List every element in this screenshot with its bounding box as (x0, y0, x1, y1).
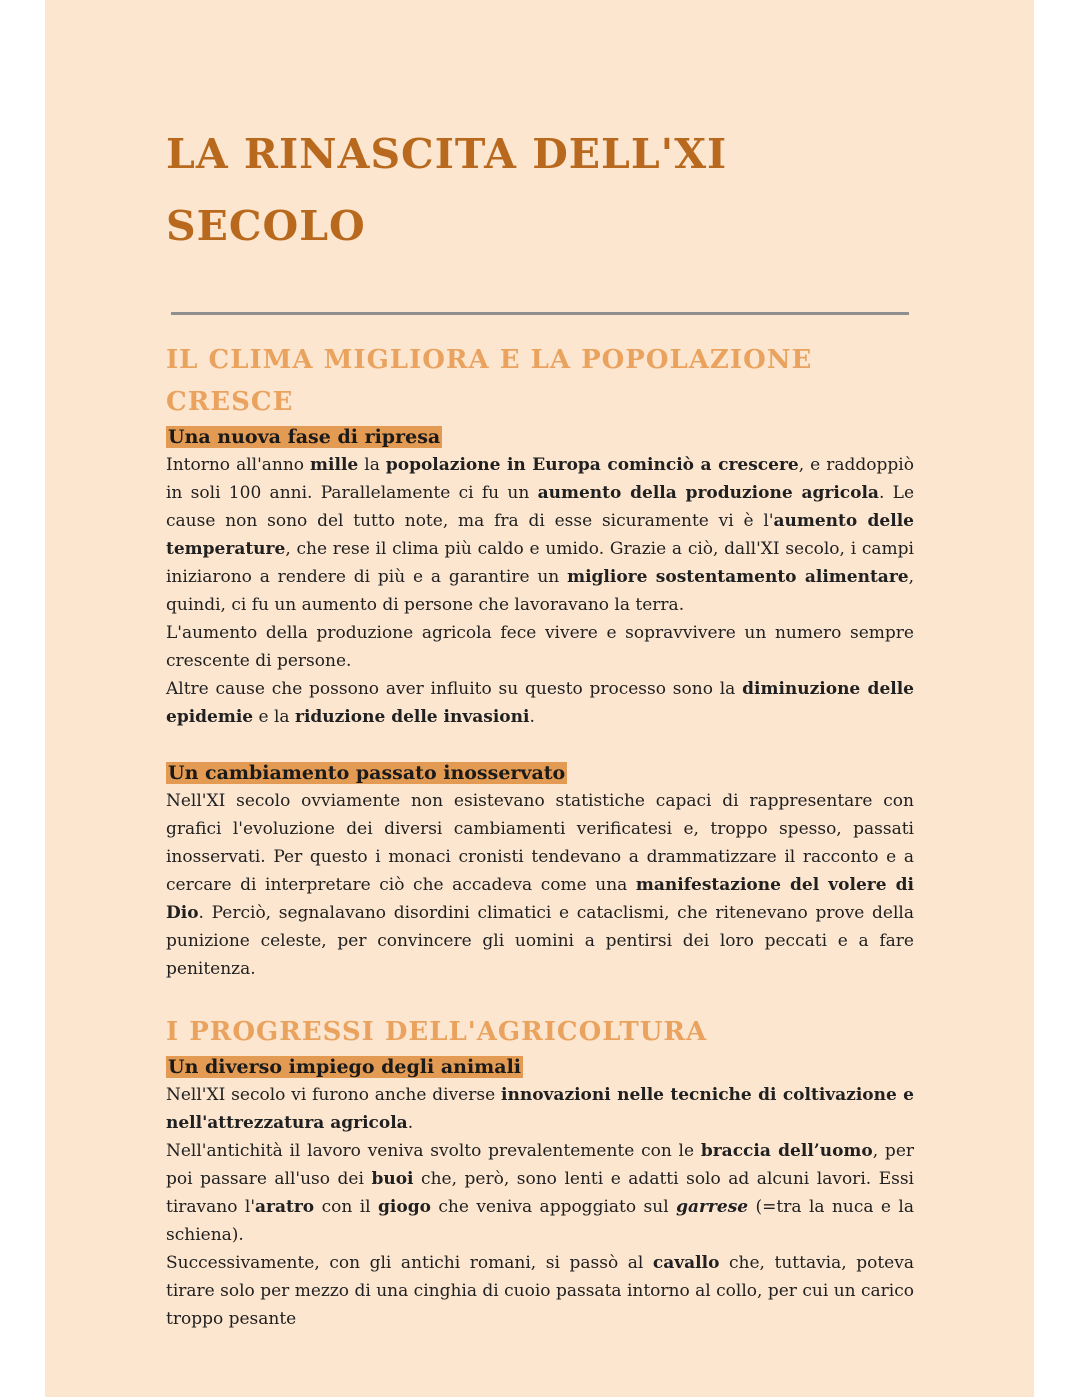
page-content (166, 118, 914, 1333)
paragraph-inosservato: Nell'XI secolo ovviamente non esistevano statistiche capaci di rappresentare con grafici l'evoluzione dei diversi cambiamenti verificatesi e, troppo spesso, passati inosservati. Per questo i monaci cronisti tendevano a drammatizzare il racconto e a cercare di interpretare ciò che accadeva come una manifestazione del volere di Dio. Perciò, segnalavano disordini climatici e cataclismi, che ritenevano prove della punizione celeste, per convincere gli uomini a pentirsi dei loro peccati e a fare penitenza. (166, 791, 914, 979)
subheading-animali-text: Un diverso impiego degli animali (168, 1056, 522, 1078)
horizontal-divider (171, 312, 909, 315)
subheading-ripresa-text: Una nuova fase di ripresa (168, 426, 441, 448)
section-heading-agricoltura: I PROGRESSI DELL'AGRICOLTURA (166, 1017, 708, 1047)
section-heading-clima: IL CLIMA MIGLIORA E LA POPOLAZIONE CRESCE (166, 345, 813, 417)
paragraph-ripresa-3: Altre cause che possono aver influito su questo processo sono la diminuzione delle epidemie e la riduzione delle invasioni. (166, 679, 914, 727)
page-title (166, 118, 914, 262)
subheading-ripresa (166, 423, 914, 451)
subheading-inosservato (166, 759, 914, 787)
document-page (45, 0, 1034, 1397)
paragraph-animali-1: Nell'XI secolo vi furono anche diverse innovazioni nelle tecniche di coltivazione e nell'attrezzatura agricola. (166, 1085, 914, 1133)
paragraph-ripresa-2: L'aumento della produzione agricola fece vivere e sopravvivere un numero sempre crescente di persone. (166, 623, 914, 671)
title-line-2: SECOLO (166, 202, 366, 250)
title-line-1: LA RINASCITA DELL'XI (166, 130, 728, 178)
paragraph-animali-2: Nell'antichità il lavoro veniva svolto prevalentemente con le braccia dell’uomo, per poi passare all'uso dei buoi che, però, sono lenti e adatti solo ad alcuni lavori. Essi tiravano l'aratro con il giogo che veniva appoggiato sul garrese (=tra la nuca e la schiena). (166, 1141, 915, 1245)
paragraph-animali-3: Successivamente, con gli antichi romani, si passò al cavallo che, tuttavia, poteva tirare solo per mezzo di una cinghia di cuoio passata intorno al collo, per cui un carico troppo pesante (166, 1253, 914, 1329)
paragraph-ripresa-1: Intorno all'anno mille la popolazione in Europa cominciò a crescere, e raddoppiò in soli 100 anni. Parallelamente ci fu un aumento della produzione agricola. Le cause non sono del tutto note, ma fra di esse sicuramente vi è l'aumento delle temperature, che rese il clima più caldo e umido. Grazie a ciò, dall'XI secolo, i campi iniziarono a rendere di più e a garantire un migliore sostentamento alimentare, quindi, ci fu un aumento di persone che lavoravano la terra. (166, 455, 915, 615)
subheading-animali (166, 1053, 914, 1081)
subheading-inosservato-text: Un cambiamento passato inosservato (168, 762, 566, 784)
